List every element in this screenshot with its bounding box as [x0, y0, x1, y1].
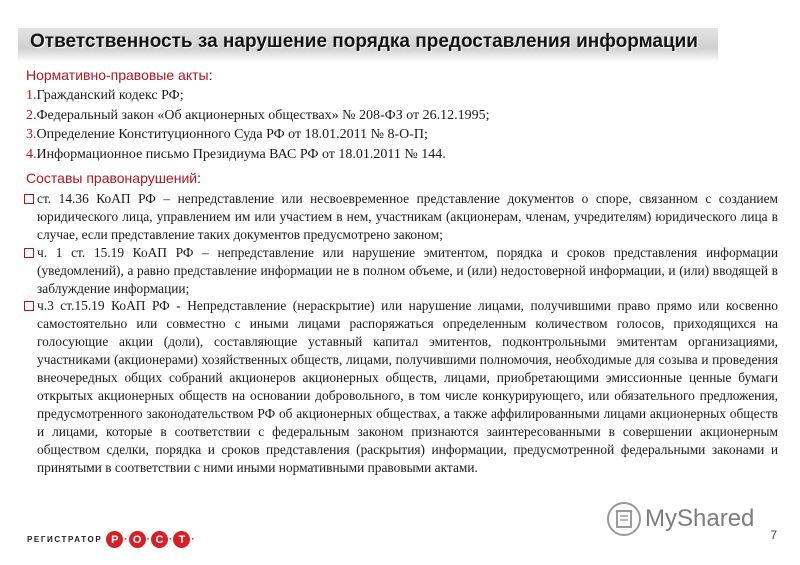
offences-heading-text: Составы правонарушений	[26, 170, 198, 186]
list-item: ч.3 ст.15.19 КоАП РФ - Непредставление (нераскрытие) или нарушение лицами, получившими право прямо или косвенно самостоятельно или совместно с иными лицами распоряжаться определенным количеством голосов, приходящихся на голосующие акции (доли), составляющие уставный капитал эмитентов, подконтрольными эмитентам организациями, участниками (акционерами) хозяйственных обществ, лицами, получившими полномочия, необходимые для созыва и проведения внеочередных общих собраний акционеров акционерных обществ, лицами, приобретающими эмиссионные ценные бумаги открытых акционерных обществ на основании добровольного, в том числе конкурирующего, или обязательного предложения, предусмотренного законодательством РФ об акционерных обществах, а также аффилированными лицами акционерных обществ и лицами, которые в соответствии с федеральным законом признаются заинтересованными в совершении акционерным обществом сделки, порядка и сроков представления (раскрытия) информации, предусмотренной федеральными законами и принятыми в соответствии с ними иными нормативными правовыми актами.	[22, 297, 778, 476]
registrar-rost-logo: РЕГИСТРАТОР Р · О · С · Т ·	[27, 531, 196, 548]
list-item: 3.Определение Конституционного Суда РФ от 18.01.2011 № 8-О-П;	[26, 127, 428, 142]
list-item: ч. 1 ст. 15.19 КоАП РФ – непредставление или нарушение эмитентом, порядка и сроков представления информации (уведомлений), а равно представление информации не в полном объеме, и (или) недостоверной информации, и (или) вводящей в заблуждение информации;	[22, 244, 778, 298]
offences-list	[22, 190, 778, 477]
square-bullet-icon	[24, 248, 34, 258]
logo-letter: О	[129, 531, 146, 548]
logo-letter: С	[151, 531, 168, 548]
list-item: 1.Гражданский кодекс РФ;	[26, 88, 184, 103]
list-item: 4.Информационное письмо Президиума ВАС РФ от 18.01.2011 № 144.	[26, 146, 446, 162]
square-bullet-icon	[24, 194, 34, 204]
list-item: ст. 14.36 КоАП РФ – непредставление или несвоевременное представление документов о споре, связанном с созданием юридического лица, управлением им или участием в нем, участникам (акционерам, членам, учредителям) юридического лица в случае, если представление таких документов предусмотрено законом;	[22, 190, 778, 244]
myshared-logo-icon	[607, 502, 641, 536]
page-number: 7	[770, 528, 777, 542]
myshared-watermark: MyShared	[607, 502, 754, 536]
legal-acts-heading-text: Нормативно-правовые акты	[26, 67, 209, 83]
logo-letter: Р	[106, 531, 123, 548]
legal-acts-heading: Нормативно-правовые акты:	[26, 67, 213, 83]
square-bullet-icon	[24, 301, 34, 311]
legal-acts-list	[26, 86, 490, 164]
list-item: 2.Федеральный закон «Об акционерных обществах» № 208-ФЗ от 26.12.1995;	[26, 107, 490, 123]
offences-heading: Составы правонарушений:	[26, 170, 201, 186]
slide-title: Ответственность за нарушение порядка предоставления информации	[30, 31, 698, 52]
logo-letter: Т	[173, 531, 190, 548]
